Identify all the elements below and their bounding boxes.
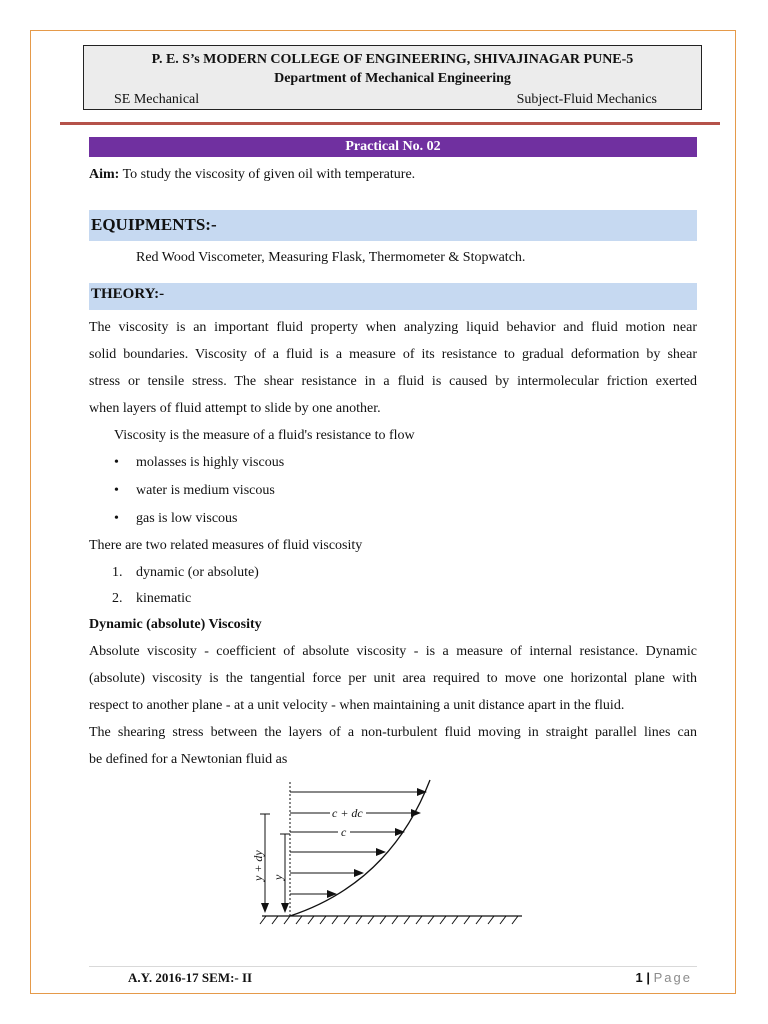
subject-name: Subject-Fluid Mechanics: [516, 92, 657, 107]
label-y-plus-dy: y + dy: [251, 850, 265, 881]
list-item: molasses is highly viscous: [136, 455, 285, 470]
page-number: 1: [635, 970, 643, 985]
dynamic-paragraph-line: respect to another plane - at a unit velocity - when maintaining a unit distance apart in the fluid.: [89, 698, 625, 713]
theory-paragraph-line: when layers of fluid attempt to slide by one another.: [89, 401, 381, 416]
shear-paragraph-line: be defined for a Newtonian fluid as: [89, 752, 288, 767]
equipments-list: Red Wood Viscometer, Measuring Flask, Thermometer & Stopwatch.: [136, 250, 526, 265]
dynamic-paragraph-line: (absolute) viscosity is the tangential force per unit area required to move one horizontal plane with: [89, 671, 697, 686]
aim-line: [89, 167, 415, 183]
measures-intro: There are two related measures of fluid viscosity: [89, 538, 363, 553]
theory-paragraph-line: stress or tensile stress. The shear resistance in a fluid is caused by intermolecular friction exerted: [89, 374, 697, 389]
wall-hatching: [260, 916, 518, 924]
list-number: 2.: [112, 591, 123, 606]
footer-academic-year: A.Y. 2016-17 SEM:- II: [128, 970, 253, 985]
list-item: dynamic (or absolute): [136, 565, 259, 580]
viscosity-intro: Viscosity is the measure of a fluid's resistance to flow: [114, 428, 415, 443]
page-label: Page: [653, 970, 692, 985]
theory-heading: THEORY:-: [89, 283, 697, 310]
aim-text: To study the viscosity of given oil with temperature.: [119, 167, 416, 182]
header-rule: [60, 122, 720, 125]
list-item: kinematic: [136, 591, 192, 606]
theory-paragraph-line: The viscosity is an important fluid property when analyzing liquid behavior and fluid motion near: [89, 320, 697, 335]
list-number: 1.: [112, 565, 123, 580]
velocity-profile-curve: [290, 780, 430, 916]
label-c-plus-dc: c + dc: [332, 806, 363, 820]
list-item: gas is low viscous: [136, 511, 238, 526]
dynamic-paragraph-line: Absolute viscosity - coefficient of absolute viscosity - is a measure of internal resistance. Dynamic: [89, 644, 697, 659]
practical-title: Practical No. 02: [89, 137, 697, 157]
bullet-icon: •: [114, 511, 119, 526]
department-name: Department of Mechanical Engineering: [274, 71, 511, 86]
page-separator: |: [642, 970, 654, 985]
label-c: c: [341, 825, 347, 839]
velocity-profile-diagram: [240, 778, 530, 930]
bullet-icon: •: [114, 483, 119, 498]
college-name: P. E. S’s MODERN COLLEGE OF ENGINEERING, SHIVAJINAGAR PUNE-5: [151, 52, 634, 67]
list-item: water is medium viscous: [136, 483, 275, 498]
dynamic-viscosity-heading: Dynamic (absolute) Viscosity: [89, 617, 262, 632]
header-box: [83, 45, 702, 110]
label-y: y: [271, 874, 285, 880]
class-name: SE Mechanical: [114, 92, 200, 107]
footer-rule: [89, 966, 697, 967]
equipments-heading: EQUIPMENTS:-: [89, 210, 697, 241]
shear-paragraph-line: The shearing stress between the layers of a non-turbulent fluid moving in straight parallel lines can: [89, 725, 697, 740]
aim-label: Aim:: [89, 167, 120, 182]
bullet-icon: •: [114, 455, 119, 470]
footer-page-indicator: [636, 970, 692, 985]
theory-paragraph-line: solid boundaries. Viscosity of a fluid is a measure of its resistance to gradual deformation by shear: [89, 347, 697, 362]
